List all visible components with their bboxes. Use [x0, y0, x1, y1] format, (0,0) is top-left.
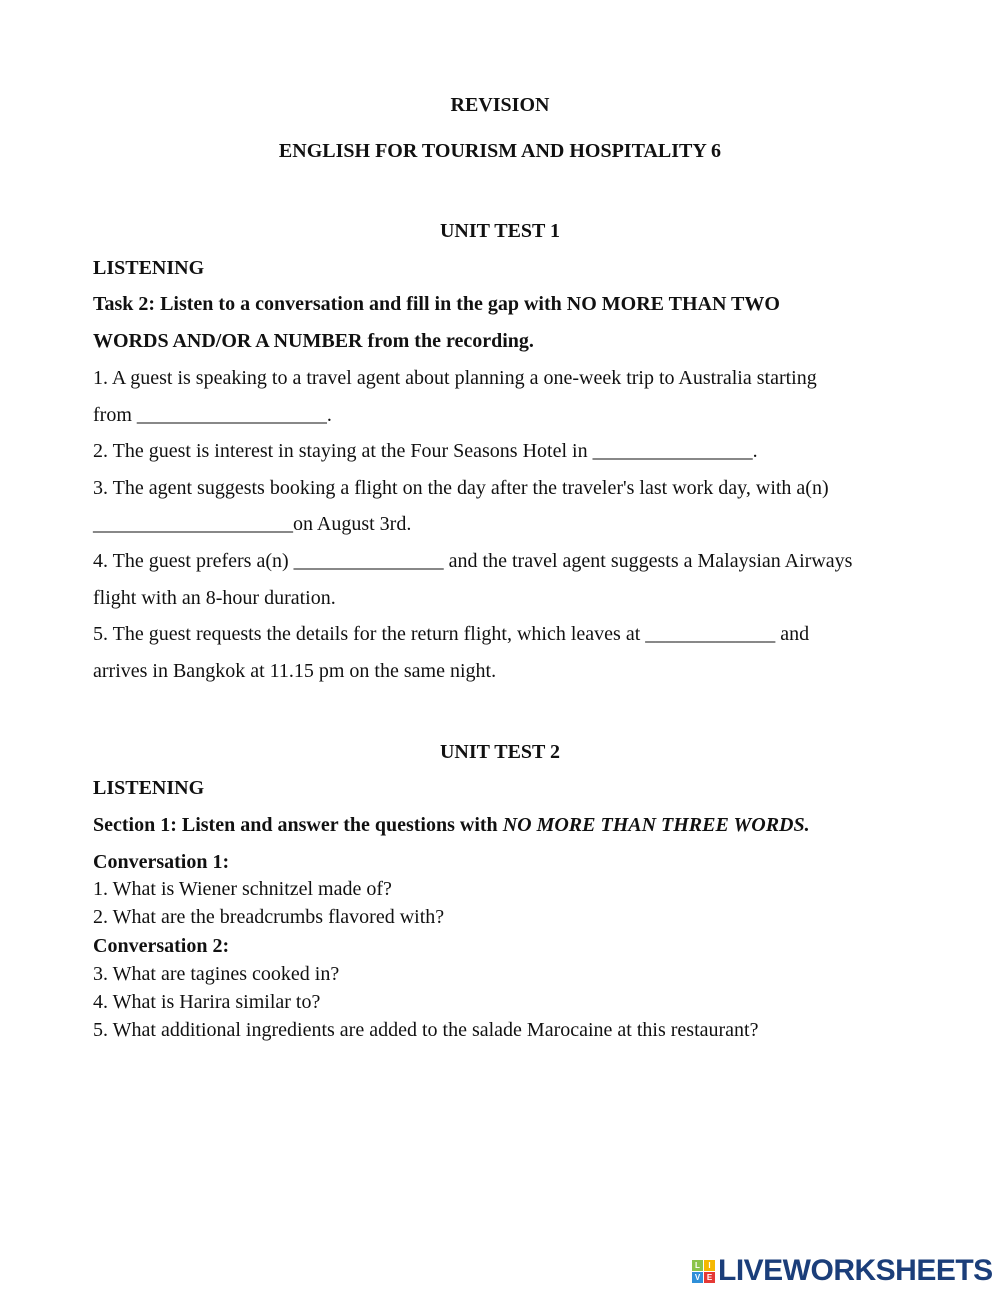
logo-square: L: [692, 1260, 703, 1271]
question-line: arrives in Bangkok at 11.15 pm on the same night.: [93, 660, 497, 682]
question-4: 4. What is Harira similar to?: [93, 991, 321, 1013]
unit1-task-line: Task 2: Listen to a conversation and fill in the gap with NO MORE THAN TWO: [93, 293, 780, 315]
unit1-title: UNIT TEST 1: [439, 220, 561, 242]
unit2-instruction: [93, 813, 810, 837]
question-line: flight with an 8-hour duration.: [93, 587, 336, 609]
question-5: 5. What additional ingredients are added to the salade Marocaine at this restaurant?: [93, 1019, 759, 1041]
question-line: 2. The guest is interest in staying at the Four Seasons Hotel in ________________.: [93, 440, 758, 462]
logo-square: I: [704, 1260, 715, 1271]
question-line: 4. The guest prefers a(n) _______________ and the travel agent suggests a Malaysian Airways: [93, 550, 853, 572]
instruction-emphasis: NO MORE THAN THREE WORDS.: [502, 814, 810, 836]
unit1-section: LISTENING: [93, 257, 205, 279]
conversation-1-heading: Conversation 1:: [93, 851, 230, 873]
question-line: ____________________on August 3rd.: [93, 513, 412, 535]
instruction-text: Section 1: Listen and answer the questions with: [93, 814, 503, 836]
question-line: 3. The agent suggests booking a flight on the day after the traveler's last work day, with a(n): [93, 477, 829, 499]
logo-square: E: [704, 1272, 715, 1283]
document-title: REVISION: [450, 94, 550, 116]
unit2-section: LISTENING: [93, 777, 205, 799]
logo-text: LIVEWORKSHEETS: [718, 1254, 993, 1287]
unit2-title: UNIT TEST 2: [439, 741, 561, 763]
question-line: 1. A guest is speaking to a travel agent about planning a one-week trip to Australia starting: [93, 367, 817, 389]
logo-squares-icon: [692, 1260, 715, 1283]
question-line: from ___________________.: [93, 404, 332, 426]
question-3: 3. What are tagines cooked in?: [93, 963, 340, 985]
conversation-2-heading: Conversation 2:: [93, 935, 230, 957]
question-2: 2. What are the breadcrumbs flavored with?: [93, 906, 445, 928]
question-1: 1. What is Wiener schnitzel made of?: [93, 878, 392, 900]
logo-square: V: [692, 1272, 703, 1283]
liveworksheets-logo: [692, 1254, 993, 1288]
question-line: 5. The guest requests the details for the return flight, which leaves at _____________ and: [93, 623, 810, 645]
unit1-task-line: WORDS AND/OR A NUMBER from the recording.: [93, 330, 534, 352]
document-subtitle: ENGLISH FOR TOURISM AND HOSPITALITY 6: [278, 140, 722, 162]
